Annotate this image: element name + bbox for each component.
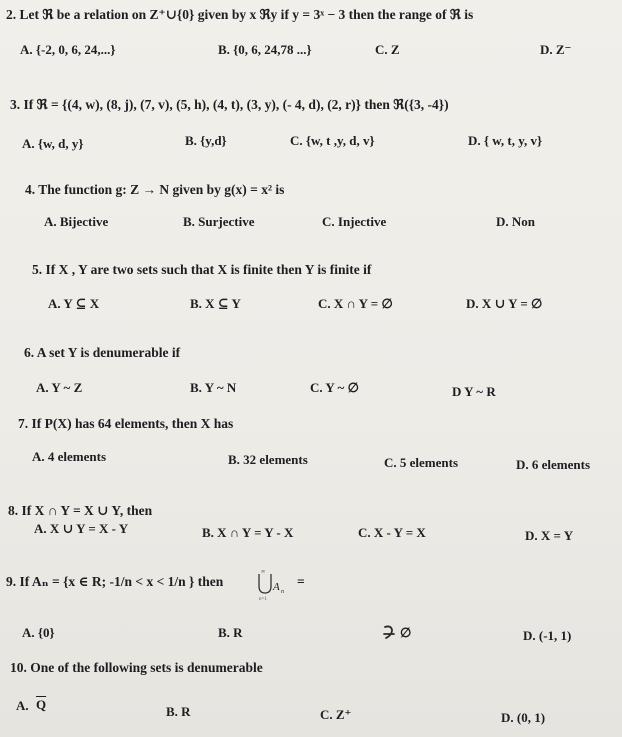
- question-8-stem: 8. If X ∩ Y = X ∪ Y, then: [8, 503, 153, 518]
- question-4-option-d: D. Non: [496, 214, 536, 229]
- question-9-stem: 9. If Aₙ = {x ∈ R; -1/n < x < 1/n } then: [6, 574, 224, 589]
- question-7-option-c: C. 5 elements: [384, 455, 459, 470]
- question-10-option-b: B. R: [166, 704, 191, 719]
- question-6-stem: 6. A set Y is denumerable if: [24, 345, 181, 360]
- question-6-option-b: B. Y ~ N: [190, 380, 237, 395]
- question-3-option-c: C. {w, t ,y, d, v}: [290, 133, 375, 148]
- question-8-option-c: C. X - Y = X: [358, 525, 426, 540]
- question-10-option-d: D. (0, 1): [501, 710, 546, 725]
- question-9-option-d: D. (-1, 1): [523, 628, 572, 643]
- question-7-option-d: D. 6 elements: [516, 457, 591, 472]
- union-glyph: [259, 574, 271, 593]
- question-9-option-c: ∅: [400, 625, 412, 640]
- union-upper-limit: ∞: [261, 569, 266, 575]
- question-5-option-a: A. Y ⊆ X: [48, 296, 100, 311]
- pen-mark-icon: [382, 624, 398, 640]
- question-2-option-d: D. Z⁻: [540, 42, 572, 57]
- question-9-option-a: A. {0}: [22, 625, 55, 640]
- question-9-equals: =: [297, 574, 305, 589]
- union-lower-limit: n=1: [259, 597, 267, 602]
- question-2-stem: 2. Let ℜ be a relation on Z⁺∪{0} given by x ℜy if y = 3ˣ − 3 then the range of ℜ is: [6, 7, 474, 22]
- question-8-option-d: D. X = Y: [525, 528, 574, 543]
- question-5-option-c: C. X ∩ Y = ∅: [318, 296, 393, 311]
- question-2-option-c: C. Z: [375, 42, 400, 57]
- question-5-stem: 5. If X , Y are two sets such that X is finite then Y is finite if: [32, 262, 372, 277]
- union-term: A: [273, 581, 280, 593]
- question-7-option-a: A. 4 elements: [32, 449, 107, 464]
- question-4-stem: 4. The function g: Z → N given by g(x) = x² is: [25, 182, 285, 197]
- question-8-option-b: B. X ∩ Y = Y - X: [202, 525, 294, 540]
- question-6-option-a: A. Y ~ Z: [36, 380, 83, 395]
- question-7-option-b: B. 32 elements: [228, 452, 308, 467]
- question-2-option-b: B. {0, 6, 24,78 ...}: [218, 42, 312, 57]
- question-8-option-a: A. X ∪ Y = X - Y: [34, 521, 129, 536]
- big-union-symbol: [255, 566, 295, 602]
- question-6-option-d: D Y ~ R: [452, 384, 496, 399]
- question-3-option-d: D. { w, t, y, v}: [468, 133, 543, 148]
- union-term-index: n: [281, 589, 284, 595]
- question-10-stem: 10. One of the following sets is denumerable: [10, 660, 263, 675]
- question-5-option-d: D. X ∪ Y = ∅: [466, 296, 543, 311]
- question-3-option-a: A. {w, d, y}: [22, 136, 84, 151]
- question-4-option-c: C. Injective: [322, 214, 387, 229]
- question-9-option-b: B. R: [218, 625, 243, 640]
- question-10-option-a: A.: [16, 698, 29, 713]
- question-3-option-b: B. {y,d}: [185, 133, 227, 148]
- question-5-option-b: B. X ⊆ Y: [190, 296, 241, 311]
- question-2-option-a: A. {-2, 0, 6, 24,...}: [20, 42, 116, 57]
- question-10-option-a-value: $\overline{Q}$: [36, 697, 47, 712]
- question-6-option-c: C. Y ~ ∅: [310, 380, 359, 395]
- question-4-option-b: B. Surjective: [183, 214, 255, 229]
- question-7-stem: 7. If P(X) has 64 elements, then X has: [18, 416, 234, 431]
- question-3-stem: 3. If ℜ = {(4, w), (8, j), (7, v), (5, h), (4, t), (3, y), (- 4, d), (2, r)} then ℜ({3, -4}): [10, 97, 449, 112]
- question-10-option-c: C. Z⁺: [320, 707, 352, 722]
- question-4-option-a: A. Bijective: [44, 214, 109, 229]
